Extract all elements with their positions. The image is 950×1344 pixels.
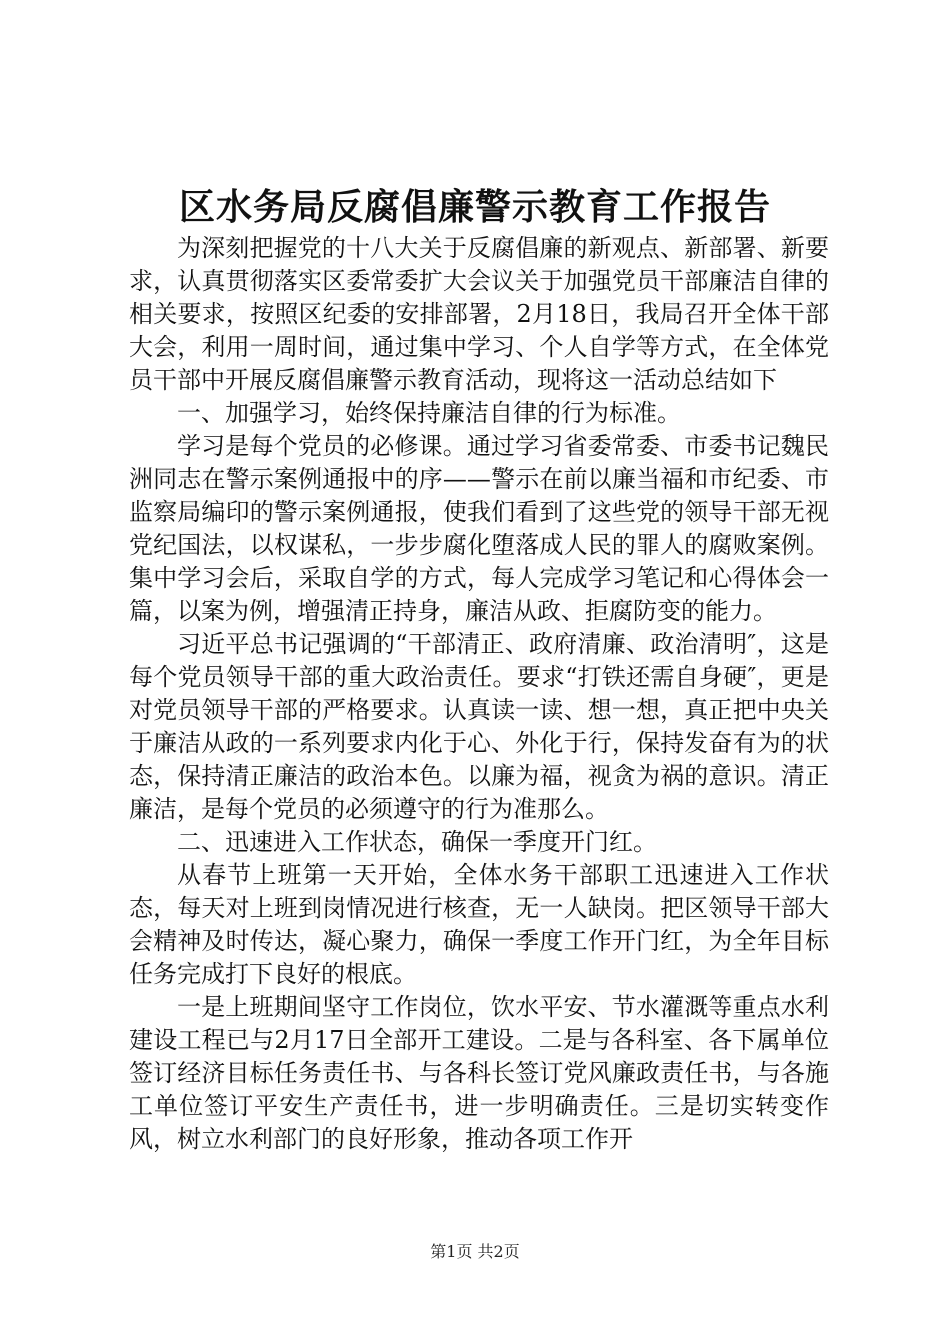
- paragraph-study: 学习是每个党员的必修课。通过学习省委常委、市委书记魏民洲同志在警示案例通报中的序——警示在前以廉当福和市纪委、市监察局编印的警示案例通报，使我们看到了这些党的领导干部无视党纪国法，以权谋私，一步步腐化堕落成人民的罪人的腐败案例。集中学习会后，采取自学的方式，每人完成学习笔记和心得体会一篇，以案为例，增强清正持身，廉洁从政、拒腐防变的能力。: [129, 432, 829, 625]
- section-heading-2: 二、迅速进入工作状态，确保一季度开门红。: [177, 828, 657, 856]
- paragraph-work-state: 从春节上班第一天开始，全体水务干部职工迅速进入工作状态，每天对上班到岗情况进行核查，无一人缺岗。把区领导干部大会精神及时传达，凝心聚力，确保一季度工作开门红，为全年目标任务完成打下良好的根底。: [129, 861, 829, 988]
- paragraph-intro: 为深刻把握党的十八大关于反腐倡廉的新观点、新部署、新要求，认真贯彻落实区委常委扩大会议关于加强党员干部廉洁自律的相关要求，按照区纪委的安排部署，2月18日，我局召开全体干部大会，利用一周时间，通过集中学习、个人自学等方式，在全体党员干部中开展反腐倡廉警示教育活动，现将这一活动总结如下: [129, 234, 829, 394]
- paragraph-xi-quote: 习近平总书记强调的“干部清正、政府清廉、政治清明″，这是每个党员领导干部的重大政治责任。要求“打铁还需自身硬″，更是对党员领导干部的严格要求。认真读一读、想一想，真正把中央关于廉洁从政的一系列要求内化于心、外化于行，保持发奋有为的状态，保持清正廉洁的政治本色。以廉为福，视贪为祸的意识。清正廉洁，是每个党员的必须遵守的行为准那么。: [129, 630, 829, 823]
- document-body: [129, 232, 829, 1156]
- document-title: 区水务局反腐倡廉警示教育工作报告: [178, 186, 771, 228]
- page-footer: 第1页 共2页: [430, 1242, 520, 1261]
- paragraph-measures: 一是上班期间坚守工作岗位，饮水平安、节水灌溉等重点水利建设工程已与2月17日全部开工建设。二是与各科室、各下属单位签订经济目标任务责任书、与各科长签订党风廉政责任书，与各施工单位签订平安生产责任书，进一步明确责任。三是切实转变作风，树立水利部门的良好形象，推动各项工作开: [129, 993, 829, 1153]
- section-heading-1: 一、加强学习，始终保持廉洁自律的行为标准。: [177, 399, 681, 427]
